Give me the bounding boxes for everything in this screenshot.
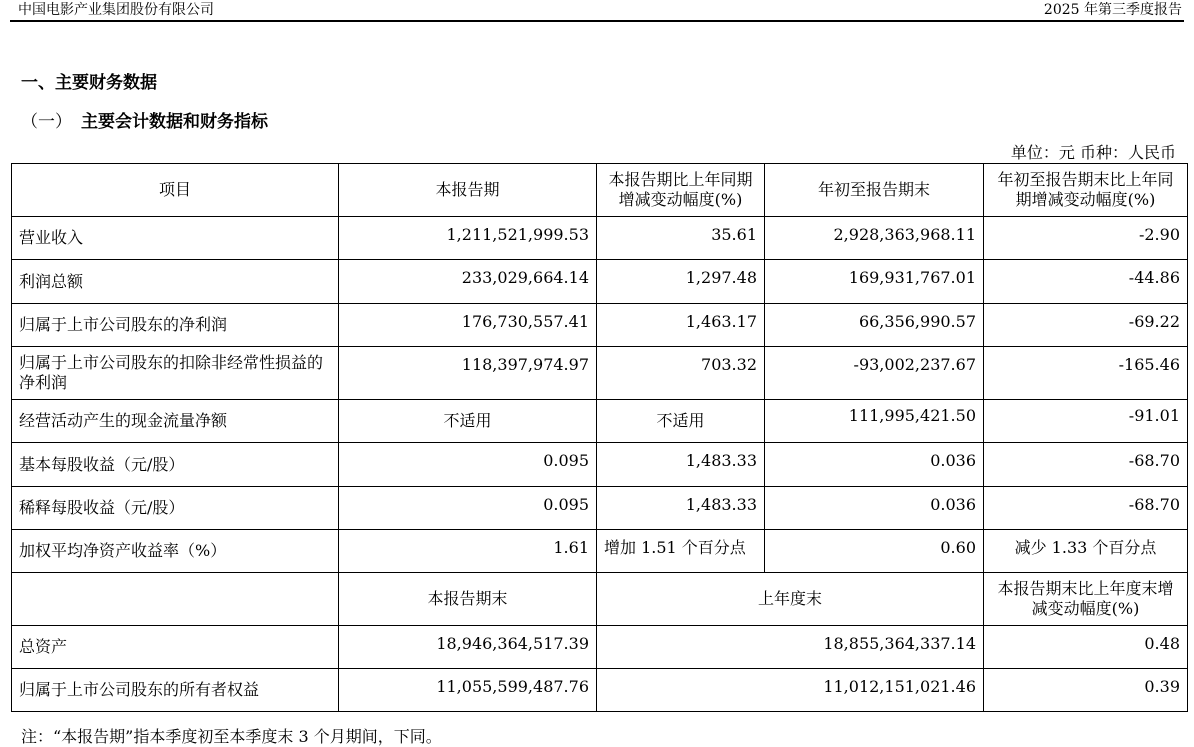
financial-table [11, 163, 1188, 712]
row-current: 176,730,557.41 [339, 304, 597, 347]
header-cell: 年初至报告期末比上年同期增减变动幅度(%) [984, 164, 1188, 217]
table-header-row [12, 164, 1188, 217]
row-current: 0.095 [339, 443, 597, 487]
row-ytd-change: -165.46 [984, 347, 1188, 400]
row-ytd-change: -44.86 [984, 260, 1188, 304]
header-cell: 本报告期比上年同期增减变动幅度(%) [597, 164, 765, 217]
row-item: 加权平均净资产收益率（%） [12, 530, 339, 573]
header-cell: 本报告期 [339, 164, 597, 217]
row-ytd: 0.036 [765, 487, 984, 530]
table-row [12, 669, 1188, 712]
report-period: 2025 年第三季度报告 [1043, 2, 1182, 18]
row-ytd: 66,356,990.57 [765, 304, 984, 347]
row-ytd: 2,928,363,968.11 [765, 217, 984, 260]
row-ytd-change: -69.22 [984, 304, 1188, 347]
row-item: 稀释每股收益（元/股） [12, 487, 339, 530]
row-current: 1.61 [339, 530, 597, 573]
row-ytd: 0.60 [765, 530, 984, 573]
table-row [12, 217, 1188, 260]
row-current: 118,397,974.97 [339, 347, 597, 400]
row-ytd: 111,995,421.50 [765, 400, 984, 443]
row-change: 703.32 [597, 347, 765, 400]
row-ytd: 0.036 [765, 443, 984, 487]
row-ytd: 169,931,767.01 [765, 260, 984, 304]
table-row [12, 530, 1188, 573]
page-header [10, 0, 1184, 22]
table-row [12, 443, 1188, 487]
header-cell: 年初至报告期末 [765, 164, 984, 217]
row-current-end: 18,946,364,517.39 [339, 626, 597, 669]
row-ytd: -93,002,237.67 [765, 347, 984, 400]
row-prior-end: 18,855,364,337.14 [597, 626, 984, 669]
row-change: 35.61 [597, 217, 765, 260]
row-prior-end: 11,012,151,021.46 [597, 669, 984, 712]
table-row [12, 304, 1188, 347]
row-change: 0.48 [984, 626, 1188, 669]
company-name: 中国电影产业集团股份有限公司 [18, 2, 214, 18]
section-title: 一、主要财务数据 [21, 73, 157, 93]
row-item: 总资产 [12, 626, 339, 669]
row-current: 不适用 [339, 400, 597, 443]
table-row [12, 260, 1188, 304]
row-item: 归属于上市公司股东的净利润 [12, 304, 339, 347]
table-row [12, 487, 1188, 530]
row-change: 不适用 [597, 400, 765, 443]
table-row [12, 400, 1188, 443]
footnote: 注：“本报告期”指本季度初至本季度末 3 个月期间，下同。 [21, 727, 442, 746]
header-cell: 项目 [12, 164, 339, 217]
subsection-label: 主要会计数据和财务指标 [81, 112, 268, 132]
row-change: 1,297.48 [597, 260, 765, 304]
row-current-end: 11,055,599,487.76 [339, 669, 597, 712]
row-ytd-change: 减少 1.33 个百分点 [984, 530, 1188, 573]
row-current: 233,029,664.14 [339, 260, 597, 304]
row-ytd-change: -68.70 [984, 487, 1188, 530]
row-ytd-change: -68.70 [984, 443, 1188, 487]
row-change: 1,483.33 [597, 487, 765, 530]
row-change: 增加 1.51 个百分点 [597, 530, 765, 573]
header-cell: 上年度末 [597, 573, 984, 626]
row-item: 归属于上市公司股东的扣除非经常性损益的净利润 [12, 347, 339, 400]
header-cell: 本报告期末 [339, 573, 597, 626]
row-change: 1,463.17 [597, 304, 765, 347]
row-current: 1,211,521,999.53 [339, 217, 597, 260]
row-item: 经营活动产生的现金流量净额 [12, 400, 339, 443]
row-current: 0.095 [339, 487, 597, 530]
blank-cell [12, 573, 339, 626]
row-ytd-change: -2.90 [984, 217, 1188, 260]
table-row [12, 626, 1188, 669]
row-item: 基本每股收益（元/股） [12, 443, 339, 487]
row-change: 1,483.33 [597, 443, 765, 487]
row-item: 归属于上市公司股东的所有者权益 [12, 669, 339, 712]
row-item: 利润总额 [12, 260, 339, 304]
row-ytd-change: -91.01 [984, 400, 1188, 443]
header-cell: 本报告期末比上年度末增减变动幅度(%) [984, 573, 1188, 626]
unit-line: 单位：元 币种：人民币 [1010, 143, 1176, 162]
row-change: 0.39 [984, 669, 1188, 712]
table-subheader-row [12, 573, 1188, 626]
subsection-title [21, 107, 268, 132]
subsection-number: （一） [21, 112, 72, 132]
row-item: 营业收入 [12, 217, 339, 260]
table-row [12, 347, 1188, 400]
